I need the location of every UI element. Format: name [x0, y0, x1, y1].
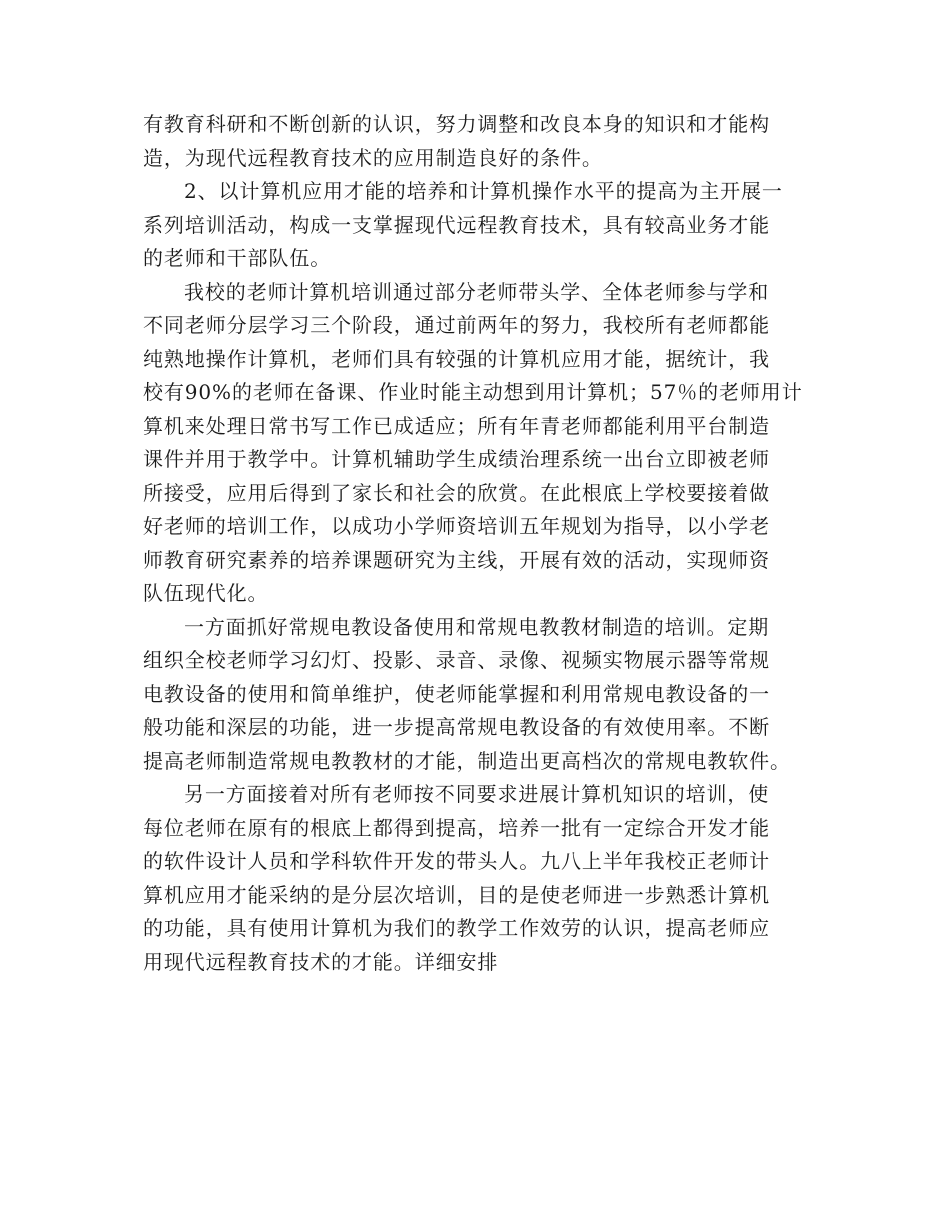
text-line: 所接受，应用后得到了家长和社会的欣赏。在此根底上学校要接着做 [143, 480, 770, 505]
text-line: 有教育科研和不断创新的认识，努力调整和改良本身的知识和才能构 [143, 112, 770, 136]
text-line: 纯熟地操作计算机，老师们具有较强的计算机应用才能，据统计，我 [143, 346, 770, 371]
text-line: 好老师的培训工作，以成功小学师资培训五年规划为指导，以小学老 [143, 514, 770, 538]
text-line: 不同老师分层学习三个阶段，通过前两年的努力，我校所有老师都能 [143, 313, 770, 337]
text-line: 每位老师在原有的根底上都得到提高，培养一批有一定综合开发才能 [143, 815, 770, 840]
text-line: 的功能，具有使用计算机为我们的教学工作效劳的认识，提高老师应 [143, 916, 770, 940]
text-line: 算机来处理日常书写工作已成适应；所有年青老师都能利用平台制造 [143, 413, 770, 438]
text-line: 的老师和干部队伍。 [143, 246, 332, 270]
text-line: 我校的老师计算机培训通过部分老师带头学、全体老师参与学和 [184, 279, 770, 304]
text-line: 提高老师制造常规电教教材的才能，制造出更高档次的常规电教软件。 [143, 748, 791, 773]
text-line: 校有90%的老师在备课、作业时能主动想到用计算机；57％的老师用计 [143, 380, 803, 404]
text-line: 造，为现代远程教育技术的应用制造良好的条件。 [143, 145, 603, 170]
text-line: 组织全校老师学习幻灯、投影、录音、录像、视频实物展示器等常规 [143, 648, 770, 672]
text-line: 算机应用才能采纳的是分层次培训，目的是使老师进一步熟悉计算机 [143, 882, 770, 907]
text-line: 用现代远程教育技术的才能。详细安排 [143, 949, 499, 974]
text-line: 一方面抓好常规电教设备使用和常规电教教材制造的培训。定期 [184, 614, 770, 639]
document-body [143, 108, 823, 979]
text-line: 电教设备的使用和简单维护，使老师能掌握和利用常规电教设备的一 [143, 681, 770, 706]
text-line: 师教育研究素养的培养课题研究为主线，开展有效的活动，实现师资 [143, 547, 770, 572]
text-line: 的软件设计人员和学科软件开发的带头人。九八上半年我校正老师计 [143, 849, 770, 873]
text-line: 2、以计算机应用才能的培养和计算机操作水平的提高为主开展一 [184, 179, 783, 203]
text-line: 课件并用于教学中。计算机辅助学生成绩治理系统一出台立即被老师 [143, 447, 770, 471]
text-line: 般功能和深层的功能，进一步提高常规电教设备的有效使用率。不断 [143, 715, 770, 739]
text-line: 另一方面接着对所有老师按不同要求进展计算机知识的培训，使 [184, 782, 770, 806]
text-line: 队伍现代化。 [143, 581, 269, 605]
text-line: 系列培训活动，构成一支掌握现代远程教育技术，具有较高业务才能 [143, 212, 770, 237]
